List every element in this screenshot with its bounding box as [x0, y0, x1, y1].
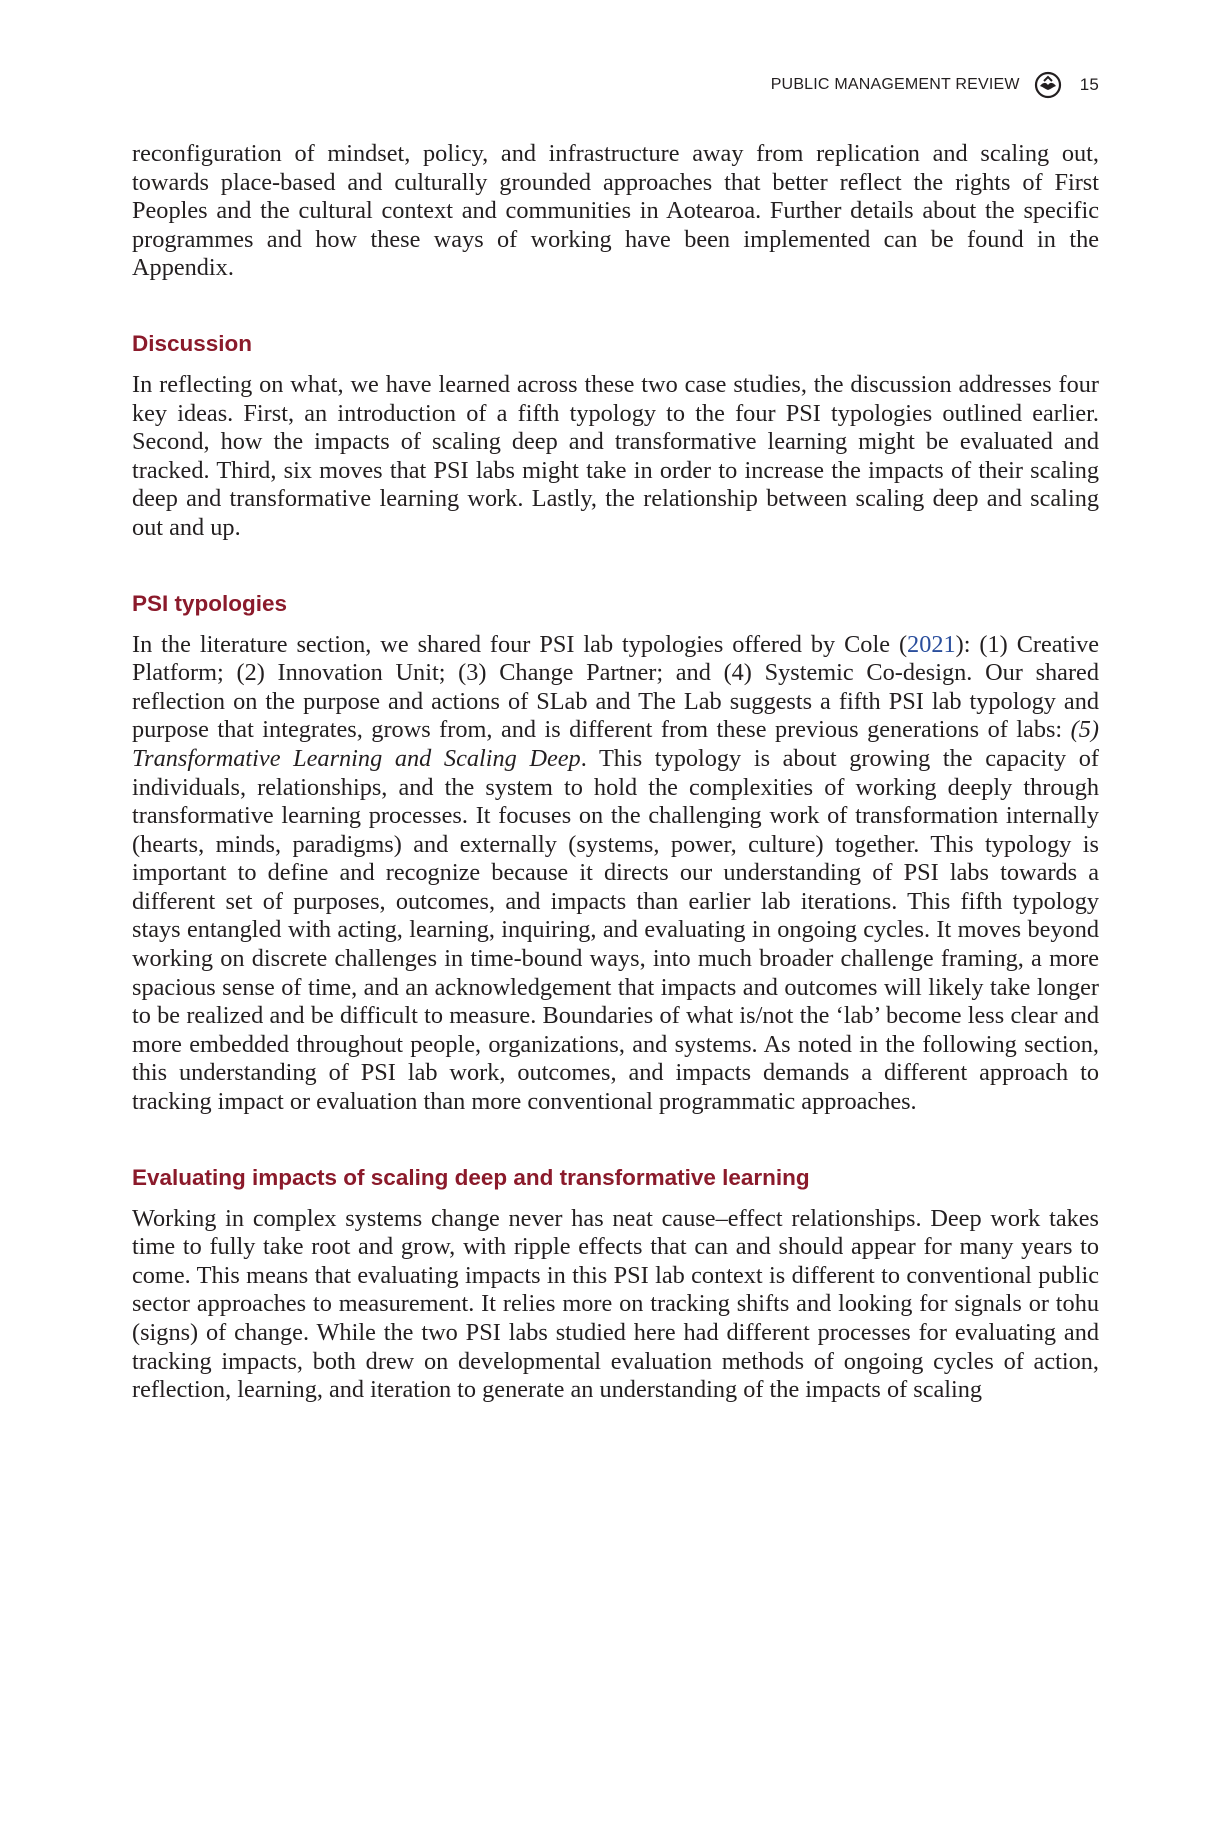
journal-logo-icon	[1034, 71, 1062, 99]
psi-text-part-3: . This typology is about growing the capacity of individuals, relationships, and the system to hold the complexities of working deeply through transformative learning processes. It focuses on the challenging work of transformation internally (hearts, minds, paradigms) and externally (systems, power, culture) together. This typology is important to define and recognize because it directs our understanding of PSI labs towards a different set of purposes, outcomes, and impacts than earlier lab iterations. This fifth typology stays entangled with acting, learning, inquiring, and evaluating in ongoing cycles. It moves beyond working on discrete challenges in time-bound ways, into much broader challenge framing, a more spacious sense of time, and an acknowledgement that impacts and outcomes will likely take longer to be realized and be difficult to measure. Boundaries of what is/not the ‘lab’ become less clear and more embedded throughout people, organizations, and systems. As noted in the following section, this understanding of PSI lab work, outcomes, and impacts demands a different approach to tracking impact or evaluation than more conventional programmatic approaches.	[132, 744, 1099, 1116]
psi-text-part-1: In the literature section, we shared four PSI lab typologies offered by Cole (	[132, 630, 908, 658]
page-number: 15	[1079, 75, 1099, 94]
typology-name-italic: (5) Transformative Learning and Scaling Deep	[132, 716, 1099, 772]
body-text	[132, 140, 1099, 1405]
discussion-paragraph: In reflecting on what, we have learned across these two case studies, the discussion addresses four key ideas. First, an introduction of a fifth typology to the four PSI typologies outlined earlier. Second, how the impacts of scaling deep and transformative learning might be evaluated and tracked. Third, six moves that PSI labs might take in order to increase the impacts of their scaling deep and transformative learning work. Lastly, the relationship between scaling deep and scaling out and up.	[132, 370, 1099, 541]
citation-link[interactable]: 2021	[907, 630, 956, 658]
psi-typologies-heading: PSI typologies	[132, 590, 288, 616]
psi-typologies-paragraph	[132, 631, 1099, 1117]
evaluating-paragraph: Working in complex systems change never has neat cause–effect relationships. Deep work takes time to fully take root and grow, with ripple effects that can and should appear for many years to come. This means that evaluating impacts in this PSI lab context is different to conventional public sector approaches to measurement. It relies more on tracking shifts and looking for signals or tohu (signs) of change. While the two PSI labs studied here had different processes for evaluating and tracking impacts, both drew on developmental evaluation methods of ongoing cycles of action, reflection, learning, and iteration to generate an understanding of the impacts of scaling	[132, 1204, 1099, 1404]
psi-text-part-2: ): (1) Creative Platform; (2) Innovation Unit; (3) Change Partner; and (4) Systemic Co-design. Our shared reflection on the purpose and actions of SLab and The Lab suggests a fifth PSI lab typology and purpose that integrates, grows from, and is different from these previous generations of labs:	[132, 630, 1100, 744]
journal-title: PUBLIC MANAGEMENT REVIEW	[770, 76, 1020, 93]
discussion-heading: Discussion	[132, 330, 253, 356]
running-head	[771, 70, 1099, 100]
evaluating-heading: Evaluating impacts of scaling deep and transformative learning	[132, 1164, 810, 1190]
intro-paragraph: reconfiguration of mindset, policy, and infrastructure away from replication and scaling out, towards place-based and culturally grounded approaches that better reflect the rights of First Peoples and the cultural context and communities in Aotearoa. Further details about the specific programmes and how these ways of working have been implemented can be found in the Appendix.	[132, 140, 1099, 282]
